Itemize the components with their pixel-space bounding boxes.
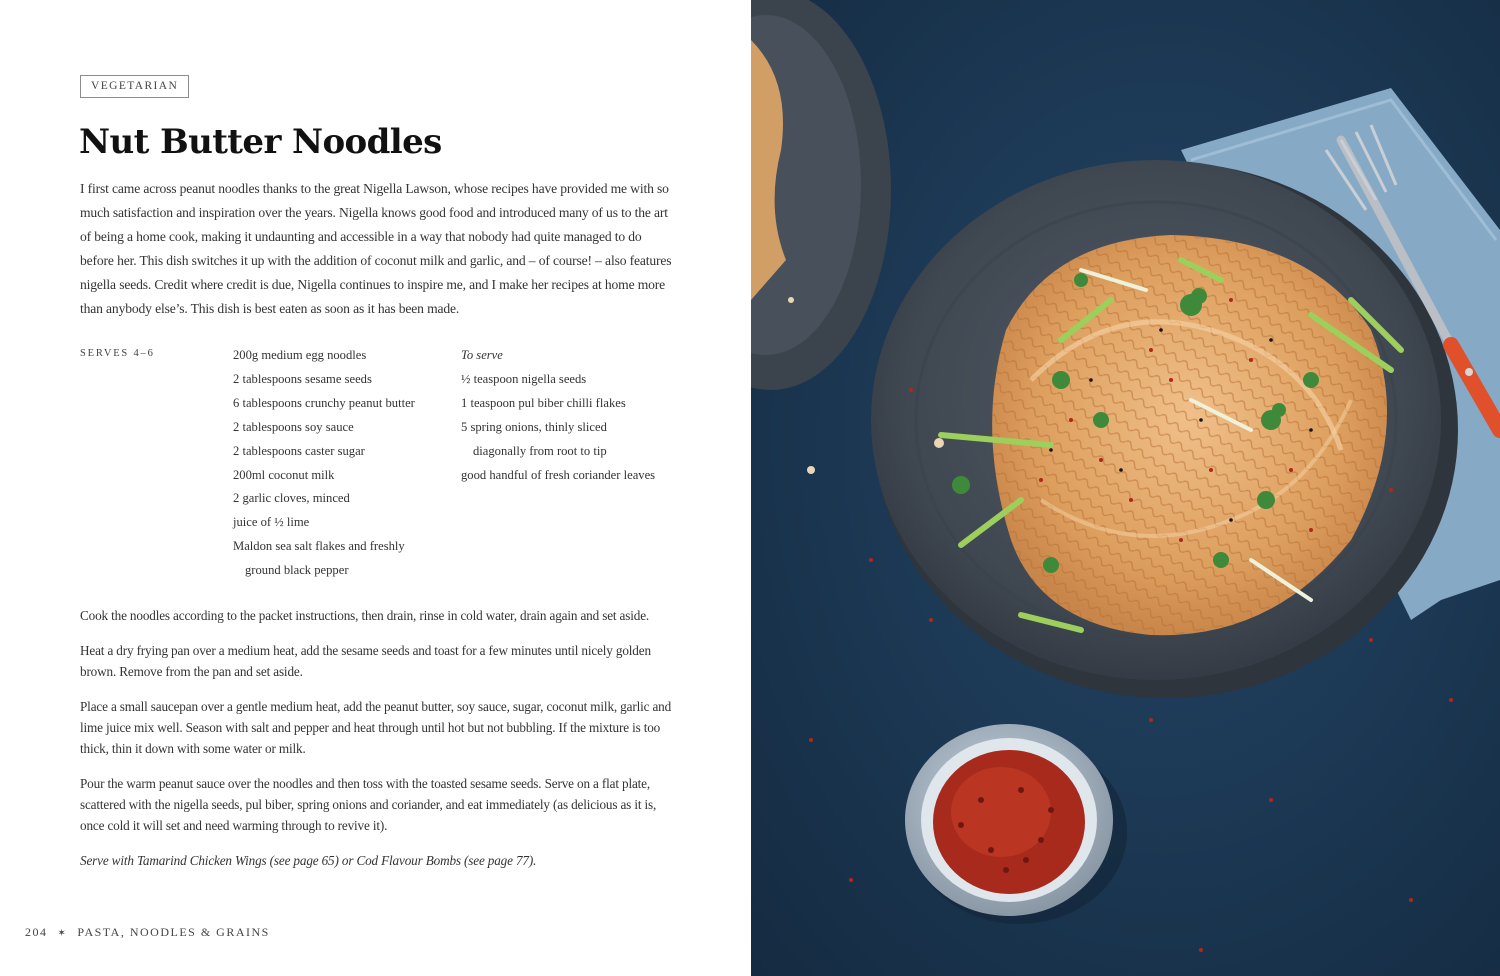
to-serve-item: diagonally from root to tip	[473, 443, 607, 458]
ingredient-item: 2 tablespoons caster sugar	[233, 443, 365, 458]
ingredient-item: 2 garlic cloves, minced	[233, 491, 350, 506]
star-icon: ✶	[57, 928, 68, 939]
ingredient-item: 6 tablespoons crunchy peanut butter	[233, 395, 415, 410]
serve-with-note: Serve with Tamarind Chicken Wings (see page 65) or Cod Flavour Bombs (see page 77).	[80, 853, 537, 868]
to-serve-item: ½ teaspoon nigella seeds	[461, 371, 587, 386]
ingredient-item: ground black pepper	[245, 563, 349, 578]
ingredient-item: juice of ½ lime	[233, 515, 310, 530]
method-step: Cook the noodles according to the packet instructions, then drain, rinse in cold water, drain again and set aside.	[80, 608, 650, 623]
ingredient-item: 2 tablespoons soy sauce	[233, 419, 354, 434]
noodles-photo-illustration	[751, 0, 1500, 976]
to-serve-item: good handful of fresh coriander leaves	[461, 467, 656, 482]
to-serve-item: 1 teaspoon pul biber chilli flakes	[461, 395, 626, 410]
method-step: Place a small saucepan over a gentle medium heat, add the peanut butter, soy sauce, sugar, coconut milk, garlic and lime juice mix well. Season with salt and pepper and heat through until hot but not bubbling. If the mixture is too thick, thin it down with some water or milk.	[80, 699, 672, 756]
to-serve-item: 5 spring onions, thinly sliced	[461, 419, 607, 434]
to-serve-heading: To serve	[461, 348, 503, 362]
method-step: Heat a dry frying pan over a medium heat, add the sesame seeds and toast for a few minutes until nicely golden brown. Remove from the pan and set aside.	[80, 643, 651, 679]
method-section	[80, 605, 680, 885]
section-name: PASTA, NOODLES & GRAINS	[77, 925, 270, 939]
page-footer	[25, 925, 270, 940]
ingredient-item: 200g medium egg noodles	[233, 348, 367, 362]
recipe-title: Nut Butter Noodles	[79, 122, 442, 162]
ingredient-item: 200ml coconut milk	[233, 467, 335, 482]
method-step: Pour the warm peanut sauce over the noodles and then toss with the toasted sesame seeds. Serve on a flat plate, scattered with the nigella seeds, pul biber, spring onions and coriander, and eat immediately (as delicious as it is, once cold it will set and need warming through to revive it).	[80, 776, 657, 833]
category-tag: VEGETARIAN	[80, 75, 189, 98]
ingredient-item: Maldon sea salt flakes and freshly	[233, 539, 405, 554]
ingredients-list	[233, 344, 415, 583]
page-number: 204	[25, 925, 48, 939]
recipe-intro: I first came across peanut noodles thanks to the great Nigella Lawson, whose recipes have provided me with so much satisfaction and inspiration over the years. Nigella knows good food and introduced many of us to the art of being a home cook, making it undaunting and accessible in a way that nobody had quite managed to do before her. This dish switches it up with the addition of coconut milk and garlic, and – of course! – also features nigella seeds. Credit where credit is due, Nigella continues to inspire me, and I make her recipes at home more than anybody else’s. This dish is best eaten as soon as it has been made.	[80, 181, 672, 316]
ingredient-item: 2 tablespoons sesame seeds	[233, 371, 372, 386]
serves-label: SERVES 4–6	[80, 348, 155, 359]
food-photo	[751, 0, 1500, 976]
to-serve-list	[461, 344, 655, 487]
